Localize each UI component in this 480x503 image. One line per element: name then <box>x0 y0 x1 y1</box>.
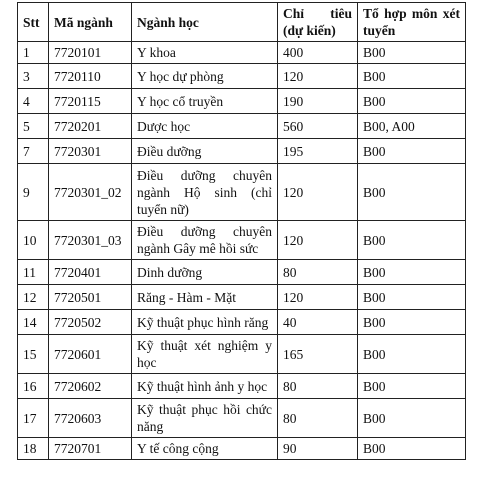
cell-nganh-hoc: Dược học <box>132 114 278 139</box>
cell-nganh-hoc: Điều dưỡng chuyên ngành Hộ sinh (chỉ tuyển nữ) <box>132 164 278 221</box>
cell-chi-tieu: 120 <box>278 221 358 260</box>
cell-ma-nganh: 7720501 <box>49 285 132 310</box>
cell-nganh-hoc: Kỹ thuật hình ảnh y học <box>132 374 278 399</box>
cell-chi-tieu: 165 <box>278 335 358 374</box>
cell-ma-nganh: 7720301 <box>49 139 132 164</box>
cell-nganh-hoc: Điều dưỡng chuyên ngành Gây mê hồi sức <box>132 221 278 260</box>
cell-nganh-hoc: Răng - Hàm - Mặt <box>132 285 278 310</box>
cell-to-hop: B00 <box>358 374 466 399</box>
table-row <box>18 42 466 64</box>
cell-chi-tieu: 190 <box>278 89 358 114</box>
table-row <box>18 64 466 89</box>
cell-stt: 12 <box>18 285 49 310</box>
table-row <box>18 114 466 139</box>
cell-to-hop: B00 <box>358 139 466 164</box>
cell-ma-nganh: 7720201 <box>49 114 132 139</box>
cell-ma-nganh: 7720115 <box>49 89 132 114</box>
header-stt: Stt <box>18 3 49 42</box>
cell-ma-nganh: 7720301_03 <box>49 221 132 260</box>
cell-ma-nganh: 7720603 <box>49 399 132 438</box>
cell-stt: 11 <box>18 260 49 285</box>
cell-to-hop: B00 <box>358 399 466 438</box>
cell-nganh-hoc: Y khoa <box>132 42 278 64</box>
cell-stt: 17 <box>18 399 49 438</box>
table-row <box>18 438 466 460</box>
cell-stt: 9 <box>18 164 49 221</box>
cell-stt: 1 <box>18 42 49 64</box>
cell-nganh-hoc: Kỹ thuật xét nghiệm y học <box>132 335 278 374</box>
cell-to-hop: B00, A00 <box>358 114 466 139</box>
cell-stt: 3 <box>18 64 49 89</box>
cell-nganh-hoc: Y học cổ truyền <box>132 89 278 114</box>
cell-to-hop: B00 <box>358 335 466 374</box>
cell-to-hop: B00 <box>358 64 466 89</box>
cell-nganh-hoc: Kỹ thuật phục hình răng <box>132 310 278 335</box>
table-row <box>18 374 466 399</box>
cell-chi-tieu: 400 <box>278 42 358 64</box>
cell-to-hop: B00 <box>358 285 466 310</box>
cell-chi-tieu: 560 <box>278 114 358 139</box>
header-nganh-hoc: Ngành học <box>132 3 278 42</box>
cell-stt: 16 <box>18 374 49 399</box>
cell-nganh-hoc: Y tế công cộng <box>132 438 278 460</box>
cell-stt: 18 <box>18 438 49 460</box>
cell-nganh-hoc: Điều dưỡng <box>132 139 278 164</box>
admissions-table-container <box>17 2 466 460</box>
table-row <box>18 139 466 164</box>
cell-to-hop: B00 <box>358 89 466 114</box>
cell-chi-tieu: 80 <box>278 260 358 285</box>
table-row <box>18 221 466 260</box>
cell-ma-nganh: 7720301_02 <box>49 164 132 221</box>
cell-chi-tieu: 120 <box>278 64 358 89</box>
table-row <box>18 285 466 310</box>
cell-to-hop: B00 <box>358 221 466 260</box>
cell-stt: 10 <box>18 221 49 260</box>
cell-chi-tieu: 120 <box>278 285 358 310</box>
cell-ma-nganh: 7720602 <box>49 374 132 399</box>
cell-ma-nganh: 7720701 <box>49 438 132 460</box>
header-to-hop: Tổ hợp môn xét tuyển <box>358 3 466 42</box>
table-row <box>18 89 466 114</box>
cell-nganh-hoc: Dinh dưỡng <box>132 260 278 285</box>
cell-chi-tieu: 80 <box>278 374 358 399</box>
cell-chi-tieu: 40 <box>278 310 358 335</box>
cell-stt: 7 <box>18 139 49 164</box>
cell-to-hop: B00 <box>358 310 466 335</box>
cell-stt: 5 <box>18 114 49 139</box>
table-row <box>18 335 466 374</box>
cell-ma-nganh: 7720101 <box>49 42 132 64</box>
header-ma-nganh: Mã ngành <box>49 3 132 42</box>
cell-chi-tieu: 80 <box>278 399 358 438</box>
table-row <box>18 310 466 335</box>
cell-ma-nganh: 7720601 <box>49 335 132 374</box>
cell-chi-tieu: 90 <box>278 438 358 460</box>
cell-ma-nganh: 7720401 <box>49 260 132 285</box>
cell-stt: 4 <box>18 89 49 114</box>
cell-ma-nganh: 7720110 <box>49 64 132 89</box>
cell-to-hop: B00 <box>358 42 466 64</box>
cell-nganh-hoc: Kỹ thuật phục hồi chức năng <box>132 399 278 438</box>
table-row <box>18 260 466 285</box>
admissions-table <box>17 2 466 460</box>
cell-to-hop: B00 <box>358 438 466 460</box>
cell-to-hop: B00 <box>358 164 466 221</box>
header-row <box>18 3 466 42</box>
cell-chi-tieu: 195 <box>278 139 358 164</box>
cell-stt: 14 <box>18 310 49 335</box>
cell-nganh-hoc: Y học dự phòng <box>132 64 278 89</box>
table-row <box>18 399 466 438</box>
cell-chi-tieu: 120 <box>278 164 358 221</box>
cell-to-hop: B00 <box>358 260 466 285</box>
table-row <box>18 164 466 221</box>
cell-stt: 15 <box>18 335 49 374</box>
cell-ma-nganh: 7720502 <box>49 310 132 335</box>
header-chi-tieu: Chỉ tiêu (dự kiến) <box>278 3 358 42</box>
